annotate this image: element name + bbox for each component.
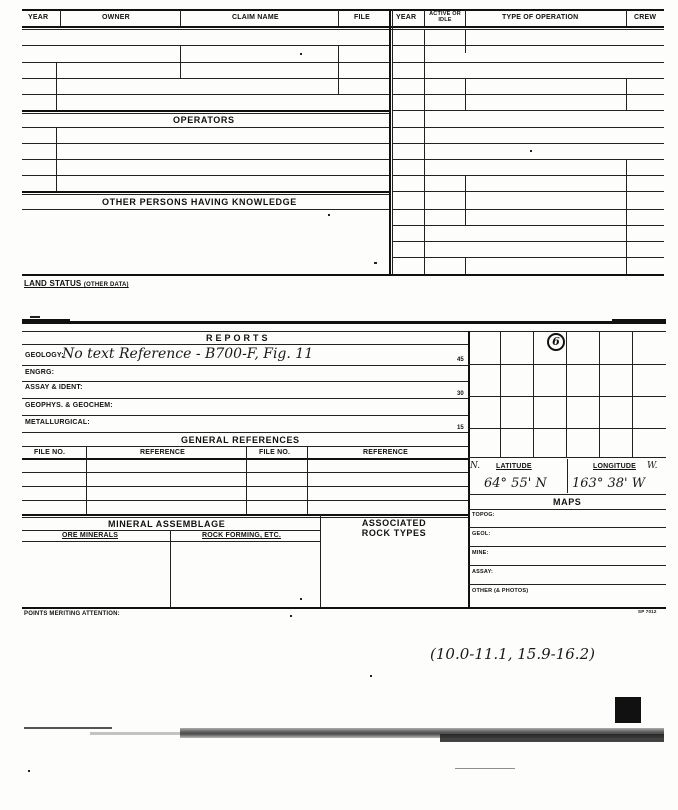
report-num-30: 30	[457, 391, 464, 397]
header-type-of-operation: TYPE OF OPERATION	[502, 14, 579, 21]
gr-header-file-no-1: FILE NO.	[34, 449, 66, 456]
other-persons-label: OTHER PERSONS HAVING KNOWLEDGE	[102, 197, 297, 207]
grid-mark-text: 6	[552, 335, 560, 348]
gr-header-reference-1: REFERENCE	[140, 449, 185, 456]
header-crew: CREW	[634, 14, 657, 21]
longitude-value: 163° 38' W	[572, 476, 646, 491]
form-number: SP 7012	[638, 609, 657, 614]
report-assay-label: ASSAY & IDENT:	[25, 384, 83, 391]
report-metallurgical-label: METALLURGICAL:	[25, 419, 90, 426]
report-geophys-label: GEOPHYS. & GEOCHEM:	[25, 402, 113, 409]
header-file: FILE	[354, 14, 370, 21]
points-meriting-attention: POINTS MERITING ATTENTION:	[24, 611, 120, 617]
report-num-15: 15	[457, 425, 464, 431]
latitude-label: LATITUDE	[496, 463, 532, 470]
handwritten-note: (10.0-11.1, 15.9-16.2)	[430, 645, 595, 663]
ore-minerals-label: ORE MINERALS	[62, 532, 119, 539]
report-geology-value: No text Reference - B700-F, Fig. 11	[62, 346, 314, 362]
land-status-label	[24, 279, 129, 288]
longitude-label: LONGITUDE	[593, 463, 637, 470]
header-year-right: YEAR	[396, 14, 417, 21]
report-geology-label: GEOLOGY:	[25, 352, 64, 359]
maps-topog: TOPOG:	[472, 512, 495, 518]
maps-geol: GEOL:	[472, 531, 491, 537]
gr-header-file-no-2: FILE NO.	[259, 449, 291, 456]
maps-assay: ASSAY:	[472, 569, 494, 575]
latitude-value: 64° 55' N	[484, 476, 547, 491]
report-engrg-label: ENGRG:	[25, 369, 55, 376]
operators-label: OPERATORS	[173, 115, 235, 125]
header-year: YEAR	[28, 14, 49, 21]
report-num-45: 45	[457, 357, 464, 363]
general-references-title: GENERAL REFERENCES	[181, 435, 300, 445]
maps-title: MAPS	[553, 497, 582, 507]
lon-prefix: W.	[647, 461, 658, 471]
header-active-or-idle: ACTIVE OR IDLE	[429, 11, 461, 23]
header-owner: OWNER	[102, 14, 130, 21]
land-status-sublabel: (OTHER DATA)	[83, 282, 129, 288]
associated-rock-types: ASSOCIATED ROCK TYPES	[361, 518, 427, 538]
land-status-title: LAND STATUS	[24, 279, 82, 288]
gr-header-reference-2: REFERENCE	[363, 449, 408, 456]
grid-mark-circle	[547, 333, 565, 351]
maps-mine: MINE:	[472, 550, 489, 556]
rock-forming-label: ROCK FORMING, ETC.	[202, 532, 282, 539]
lat-prefix: N.	[470, 461, 481, 471]
mineral-assemblage-title: MINERAL ASSEMBLAGE	[108, 519, 226, 529]
maps-other: OTHER (& PHOTOS)	[472, 588, 529, 594]
reports-title: REPORTS	[206, 333, 271, 343]
header-claim-name: CLAIM NAME	[232, 14, 279, 21]
